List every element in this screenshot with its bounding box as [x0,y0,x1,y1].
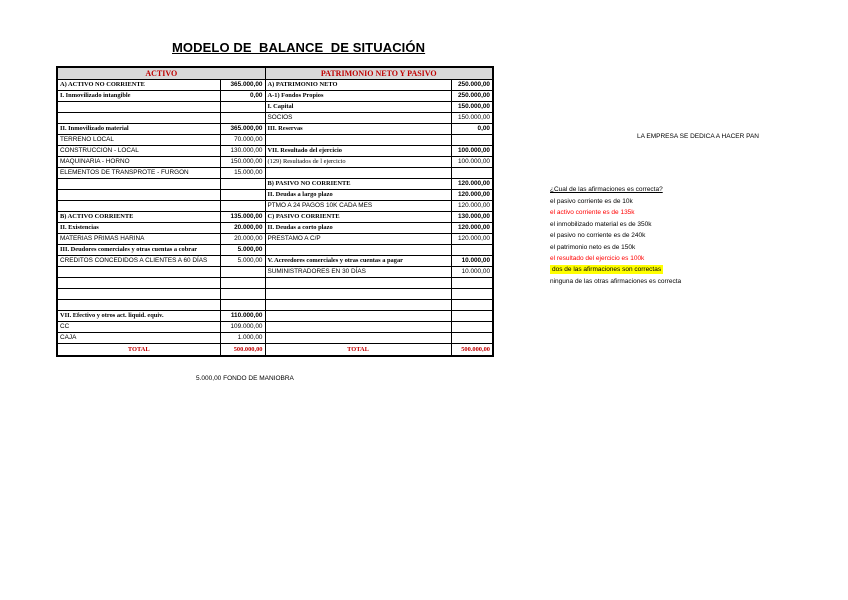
pasivo-value: 250.000,00 [451,80,493,91]
table-header-row [57,67,493,80]
activo-value [220,201,265,212]
activo-value: 20.000,00 [220,234,265,245]
activo-label: CC [57,322,220,333]
activo-label: A) ACTIVO NO CORRIENTE [57,80,220,91]
answer-option-text: el pasivo no corriente es de 240k [550,232,646,240]
pasivo-label [265,278,451,289]
pasivo-label: A-1) Fondos Propios [265,91,451,102]
table-row [57,190,493,201]
table-row [57,80,493,91]
answer-option-text: dos de las afirmaciones son correctas [552,266,662,274]
activo-label [57,278,220,289]
table-row [57,201,493,212]
activo-label [57,289,220,300]
pasivo-label: SOCIOS [265,113,451,124]
total-pasivo-label: TOTAL [265,344,451,357]
activo-label [57,102,220,113]
pasivo-label [265,322,451,333]
table-row [57,234,493,245]
pasivo-value: 10.000,00 [451,256,493,267]
pasivo-label [265,333,451,344]
table-row [57,256,493,267]
answer-option-text: el resultado del ejercicio es 100k [550,255,645,262]
pasivo-value: 10.000,00 [451,267,493,278]
activo-value [220,289,265,300]
pasivo-value: 250.000,00 [451,91,493,102]
activo-value [220,190,265,201]
pasivo-value: 100.000,00 [451,146,493,157]
activo-label: VII. Efectivo y otros act. liquid. equiv. [57,311,220,322]
activo-value: 0,00 [220,91,265,102]
table-row [57,300,493,311]
pasivo-label: A) PATRIMONIO NETO [265,80,451,91]
pasivo-label: PTMO A 24 PAGOS 10K CADA MES [265,201,451,212]
pasivo-label [265,168,451,179]
answer-option [550,209,635,216]
pasivo-label: VII. Resultado del ejercicio [265,146,451,157]
activo-value [220,102,265,113]
pasivo-label: V. Acreedores comerciales y otras cuentas a pagar [265,256,451,267]
activo-label: I. Inmovilizado intangible [57,91,220,102]
pasivo-label: II. Deudas a largo plazo [265,190,451,201]
pasivo-value [451,311,493,322]
table-row [57,212,493,223]
header-activo: ACTIVO [57,67,265,80]
activo-label: CONSTRUCCION - LOCAL [57,146,220,157]
answer-option-text: ninguna de las otras afirmaciones es correcta [550,277,682,285]
activo-value [220,300,265,311]
activo-value: 150.000,00 [220,157,265,168]
question-text: ¿Cual de las afirmaciones es correcta? [550,186,663,193]
table-row [57,135,493,146]
answer-option [550,278,681,285]
totals-row [57,344,493,357]
activo-value: 1.000,00 [220,333,265,344]
pasivo-value: 100.000,00 [451,157,493,168]
activo-label [57,190,220,201]
pasivo-value [451,245,493,256]
pasivo-label: (129) Resultados de l ejercicio [265,157,451,168]
pasivo-label: C) PASIVO CORRIENTE [265,212,451,223]
answer-option-text: el patrimonio neto es de 150k [550,243,636,251]
header-patrimonio-pasivo: PATRIMONIO NETO Y PASIVO [265,67,493,80]
pasivo-value [451,278,493,289]
pasivo-label [265,300,451,311]
activo-value: 109.000,00 [220,322,265,333]
pasivo-label: B) PASIVO NO CORRIENTE [265,179,451,190]
activo-value [220,267,265,278]
table-row [57,179,493,190]
activo-label: CAJA [57,333,220,344]
pasivo-label: III. Reservas [265,124,451,135]
pasivo-label [265,289,451,300]
answer-option [550,255,644,262]
activo-label [57,201,220,212]
activo-value: 365.000,00 [220,80,265,91]
activo-label: MATERIAS PRIMAS HARINA [57,234,220,245]
pasivo-value [451,289,493,300]
activo-value [220,179,265,190]
pasivo-value [451,135,493,146]
pasivo-value: 0,00 [451,124,493,135]
pasivo-label [265,245,451,256]
pasivo-value [451,333,493,344]
activo-label: MAQUINARIA - HORNO [57,157,220,168]
empresa-note: LA EMPRESA SE DEDICA A HACER PAN [637,133,759,140]
total-pasivo-value: 500.000,00 [451,344,493,357]
pasivo-value: 150.000,00 [451,102,493,113]
pasivo-value [451,168,493,179]
pasivo-value [451,300,493,311]
pasivo-label: SUMINISTRADORES EN 30 DÍAS [265,267,451,278]
answer-option [550,198,633,205]
activo-value: 110.000,00 [220,311,265,322]
activo-label: TERRENO LOCAL [57,135,220,146]
answer-option [550,244,635,251]
activo-label: II. Existencias [57,223,220,234]
page-title: MODELO DE BALANCE DE SITUACIÓN [172,40,426,55]
table-row [57,146,493,157]
table-row [57,113,493,124]
activo-value: 5.000,00 [220,245,265,256]
answer-option-text: el pasivo corriente es de 10k [550,198,633,205]
table-row [57,124,493,135]
balance-table [56,66,494,357]
table-row [57,223,493,234]
table-row [57,267,493,278]
answer-option-text: el inmobilizado material es de 350k [550,220,652,228]
activo-value: 130.000,00 [220,146,265,157]
activo-label [57,179,220,190]
table-row [57,322,493,333]
pasivo-value [451,322,493,333]
table-row [57,333,493,344]
activo-value [220,113,265,124]
activo-label: III. Deudores comerciales y otras cuentas a cobrar [57,245,220,256]
pasivo-label [265,311,451,322]
fondo-maniobra-note: 5.000,00 FONDO DE MANIOBRA [196,375,294,382]
table-row [57,245,493,256]
pasivo-label [265,135,451,146]
table-row [57,168,493,179]
activo-value: 5.000,00 [220,256,265,267]
activo-label [57,300,220,311]
activo-value: 135.000,00 [220,212,265,223]
pasivo-value: 120.000,00 [451,201,493,212]
pasivo-value: 120.000,00 [451,179,493,190]
table-row [57,289,493,300]
pasivo-value: 120.000,00 [451,234,493,245]
pasivo-value: 150.000,00 [451,113,493,124]
activo-label [57,113,220,124]
activo-label: CREDITOS CONCEDIDOS A CLIENTES A 60 DÍAS [57,256,220,267]
activo-label: ELEMENTOS DE TRANSPROTE - FURGON [57,168,220,179]
pasivo-value: 120.000,00 [451,223,493,234]
activo-value: 15.000,00 [220,168,265,179]
activo-value: 20.000,00 [220,223,265,234]
table-row [57,311,493,322]
pasivo-label: PRESTAMO A C/P [265,234,451,245]
activo-value: 365.000,00 [220,124,265,135]
table-row [57,91,493,102]
pasivo-label: I. Capital [265,102,451,113]
answer-option [550,221,652,228]
activo-label: II. Inmovilizado material [57,124,220,135]
total-activo-label: TOTAL [57,344,220,357]
activo-label: B) ACTIVO CORRIENTE [57,212,220,223]
pasivo-label: II. Deudas a corto plazo [265,223,451,234]
pasivo-value: 120.000,00 [451,190,493,201]
total-activo-value: 500.000,00 [220,344,265,357]
activo-value [220,278,265,289]
answer-option-text: el activo corriente es de 135k [550,209,635,217]
table-row [57,102,493,113]
activo-label [57,267,220,278]
table-row [57,278,493,289]
answer-option [550,266,663,273]
answer-option [550,232,645,239]
activo-value: 70.000,00 [220,135,265,146]
table-row [57,157,493,168]
pasivo-value: 130.000,00 [451,212,493,223]
